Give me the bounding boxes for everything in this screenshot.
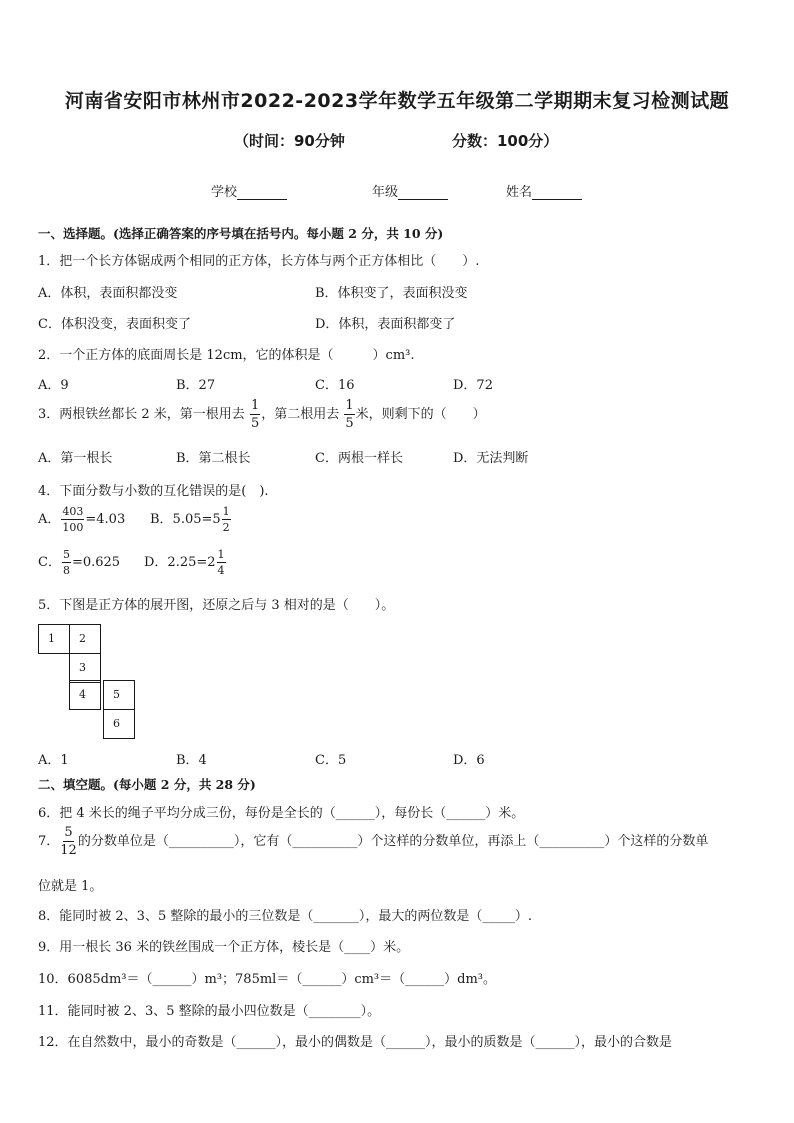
net-cell-4: 4 xyxy=(69,680,101,710)
q3-stem xyxy=(38,399,486,430)
q4-option-a[interactable] xyxy=(38,506,125,533)
page-title: 河南省安阳市林州市2022-2023学年数学五年级第二学期期末复习检测试题 xyxy=(64,90,730,112)
q4-option-b[interactable] xyxy=(150,506,232,533)
q9-text: 9．用一根长 36 米的铁丝围成一个正方体，棱长是（____）米。 xyxy=(38,940,410,955)
q1-option-c[interactable]: C．体积没变，表面积变了 xyxy=(38,317,191,332)
q4-d-label: D．2.25=2 xyxy=(144,555,216,570)
q4-b-label: B．5.05=5 xyxy=(150,512,221,527)
name-field xyxy=(506,181,582,200)
q1-stem: 1．把一个长方体锯成两个相同的正方体，长方体与两个正方体相比（ ）. xyxy=(38,254,480,269)
grade-blank[interactable] xyxy=(398,186,448,200)
q5-option-d[interactable]: D．6 xyxy=(453,753,485,768)
q5-stem: 5．下图是正方体的展开图，还原之后与 3 相对的是（ ）。 xyxy=(38,598,395,613)
q1-option-a[interactable]: A．体积，表面积都没变 xyxy=(38,286,178,301)
q3-fraction-2 xyxy=(344,399,354,430)
q4-option-c[interactable] xyxy=(38,549,120,576)
q7-text: 的分数单位是（__________），它有（__________）个这样的分数单位，再添上（__________）个这样的分数单 xyxy=(77,834,709,849)
school-field xyxy=(211,181,287,200)
q4-a-rest: =4.03 xyxy=(85,512,126,527)
q4-c-numerator: 5 xyxy=(62,548,70,561)
q3-stem-part-2: ，第二根用去 xyxy=(261,407,340,422)
q7-prefix: 7． xyxy=(38,834,60,849)
q4-a-label: A． xyxy=(38,512,61,527)
school-blank[interactable] xyxy=(237,186,287,200)
section-1-heading: 一、选择题。(选择正确答案的序号填在括号内。每小题 2 分，共 10 分) xyxy=(38,226,444,241)
q3-fraction-1 xyxy=(250,399,260,430)
q1-option-d[interactable]: D．体积，表面积都变了 xyxy=(315,317,456,332)
q7-numerator: 5 xyxy=(64,825,73,840)
q4-a-denominator: 100 xyxy=(62,521,84,534)
q3-f1-denominator: 5 xyxy=(250,416,260,431)
q4-b-numerator: 1 xyxy=(222,505,230,518)
q3-option-c[interactable]: C．两根一样长 xyxy=(315,451,403,466)
q1-option-b[interactable]: B．体积变了，表面积没变 xyxy=(315,286,468,301)
q5-option-c[interactable]: C．5 xyxy=(315,753,347,768)
q4-stem: 4．下面分数与小数的互化错误的是( ). xyxy=(38,484,269,499)
net-cell-3: 3 xyxy=(69,653,101,683)
q3-option-b[interactable]: B．第二根长 xyxy=(176,451,251,466)
net-cell-5: 5 xyxy=(103,680,135,710)
q4-d-fraction xyxy=(217,549,226,576)
name-label: 姓名 xyxy=(506,185,533,200)
q2-option-b[interactable]: B．27 xyxy=(176,378,216,393)
q3-stem-part-1: 3．两根铁丝都长 2 米，第一根用去 xyxy=(38,407,245,422)
school-label: 学校 xyxy=(211,185,238,200)
q3-option-a[interactable]: A．第一根长 xyxy=(38,451,113,466)
q3-f2-numerator: 1 xyxy=(345,398,354,413)
q4-c-fraction xyxy=(62,549,71,576)
q5-option-b[interactable]: B．4 xyxy=(176,753,207,768)
q4-a-numerator: 403 xyxy=(62,505,84,518)
q10-text: 10．6085dm³＝（______）m³；785ml＝（______）cm³＝（______）dm³。 xyxy=(38,972,497,987)
grade-field xyxy=(372,181,448,200)
q4-d-denominator: 4 xyxy=(217,564,225,577)
q11-text: 11．能同时被 2、3、5 整除的最小四位数是（________）。 xyxy=(38,1004,381,1019)
q7-line-1 xyxy=(38,826,708,857)
q4-d-numerator: 1 xyxy=(217,548,225,561)
net-cell-6: 6 xyxy=(103,709,135,739)
q2-option-a[interactable]: A．9 xyxy=(38,378,69,393)
q4-b-denominator: 2 xyxy=(222,521,230,534)
q5-option-a[interactable]: A．1 xyxy=(38,753,69,768)
q7-denominator: 12 xyxy=(60,843,77,858)
q2-option-d[interactable]: D．72 xyxy=(453,378,493,393)
q2-stem: 2．一个正方体的底面周长是 12cm，它的体积是（ ）cm³. xyxy=(38,348,415,363)
q12-text: 12．在自然数中，最小的奇数是（______），最小的偶数是（______），最小的质数是（______），最小的合数是 xyxy=(38,1035,673,1050)
grade-label: 年级 xyxy=(372,185,399,200)
q4-c-label: C． xyxy=(38,555,61,570)
q6-text: 6．把 4 米长的绳子平均分成三份，每份是全长的（______），每份长（______）米。 xyxy=(38,806,525,821)
section-2-heading: 二、填空题。(每小题 2 分，共 28 分) xyxy=(38,777,256,792)
q2-option-c[interactable]: C．16 xyxy=(315,378,355,393)
q3-option-d[interactable]: D．无法判断 xyxy=(453,451,529,466)
name-blank[interactable] xyxy=(532,186,582,200)
q3-stem-part-3: 米，则剩下的（ ） xyxy=(355,407,486,422)
q3-f1-numerator: 1 xyxy=(250,398,260,413)
q8-text: 8．能同时被 2、3、5 整除的最小的三位数是（_______），最大的两位数是（_____）. xyxy=(38,909,532,924)
q4-c-rest: =0.625 xyxy=(71,555,121,570)
q7-line-2: 位就是 1。 xyxy=(38,879,103,894)
q4-a-fraction xyxy=(61,506,84,533)
net-cell-2: 2 xyxy=(69,624,101,654)
q3-f2-denominator: 5 xyxy=(345,416,354,431)
q4-c-denominator: 8 xyxy=(62,564,70,577)
q4-b-fraction xyxy=(222,506,231,533)
q4-option-d[interactable] xyxy=(144,549,227,576)
exam-time: （时间：90分钟 xyxy=(234,132,345,150)
net-cell-1: 1 xyxy=(38,624,70,654)
exam-score: 分数：100分） xyxy=(452,132,559,150)
q7-fraction xyxy=(60,826,77,857)
